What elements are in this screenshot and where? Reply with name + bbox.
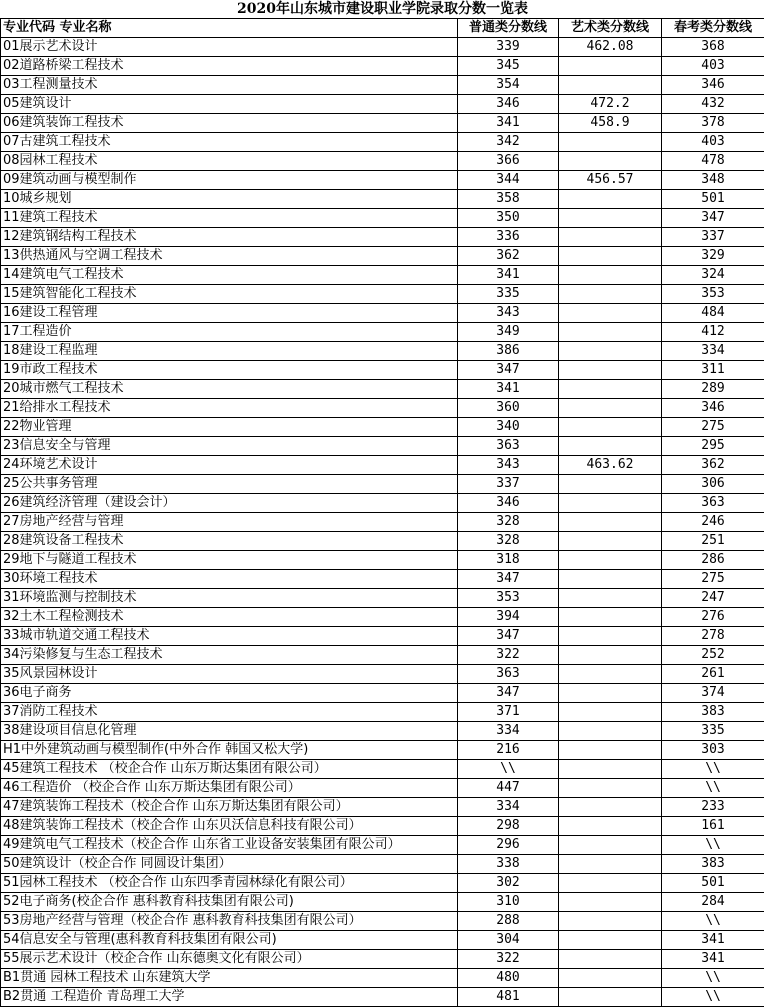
general-score-cell: 349 <box>458 323 559 342</box>
major-cell: 47建筑装饰工程技术（校企合作 山东万斯达集团有限公司） <box>1 798 458 817</box>
spring-score-cell: 348 <box>662 171 764 190</box>
art-score-cell <box>559 950 662 969</box>
general-score-cell: 335 <box>458 285 559 304</box>
art-score-cell <box>559 380 662 399</box>
table-row <box>1 304 764 323</box>
table-row <box>1 114 764 133</box>
major-cell: 28建筑设备工程技术 <box>1 532 458 551</box>
spring-score-cell: 324 <box>662 266 764 285</box>
spring-score-cell: 286 <box>662 551 764 570</box>
major-cell: 18建设工程监理 <box>1 342 458 361</box>
major-cell: 23信息安全与管理 <box>1 437 458 456</box>
spring-score-cell: 374 <box>662 684 764 703</box>
spring-score-cell: 295 <box>662 437 764 456</box>
art-score-cell <box>559 988 662 1007</box>
spring-score-cell: 347 <box>662 209 764 228</box>
spring-score-cell: 303 <box>662 741 764 760</box>
table-row <box>1 399 764 418</box>
general-score-cell: 366 <box>458 152 559 171</box>
table-row <box>1 456 764 475</box>
spring-score-cell: 378 <box>662 114 764 133</box>
major-cell: B2贯通 工程造价 青岛理工大学 <box>1 988 458 1007</box>
table-row <box>1 760 764 779</box>
major-cell: 27房地产经营与管理 <box>1 513 458 532</box>
major-cell: 35风景园林设计 <box>1 665 458 684</box>
general-score-cell: 358 <box>458 190 559 209</box>
major-cell: 01展示艺术设计 <box>1 38 458 57</box>
art-score-cell <box>559 969 662 988</box>
general-score-cell: 322 <box>458 950 559 969</box>
table-row <box>1 931 764 950</box>
art-score-cell <box>559 893 662 912</box>
spring-score-cell: 275 <box>662 570 764 589</box>
table-row <box>1 950 764 969</box>
general-score-cell: 342 <box>458 133 559 152</box>
spring-score-cell: 383 <box>662 855 764 874</box>
art-score-cell <box>559 627 662 646</box>
general-score-cell: 318 <box>458 551 559 570</box>
spring-score-cell: 501 <box>662 190 764 209</box>
spring-score-cell: 341 <box>662 931 764 950</box>
general-score-cell: 346 <box>458 95 559 114</box>
table-row <box>1 209 764 228</box>
spring-score-cell: 334 <box>662 342 764 361</box>
table-row <box>1 437 764 456</box>
spring-score-cell: 353 <box>662 285 764 304</box>
general-score-cell: 341 <box>458 114 559 133</box>
art-score-cell <box>559 133 662 152</box>
spring-score-cell: 233 <box>662 798 764 817</box>
general-score-cell: 334 <box>458 798 559 817</box>
major-cell: 38建设项目信息化管理 <box>1 722 458 741</box>
art-score-cell <box>559 912 662 931</box>
major-cell: 06建筑装饰工程技术 <box>1 114 458 133</box>
art-score-cell <box>559 437 662 456</box>
table-row <box>1 874 764 893</box>
table-row <box>1 855 764 874</box>
spring-score-cell: 246 <box>662 513 764 532</box>
art-score-cell <box>559 209 662 228</box>
spring-score-cell: 346 <box>662 399 764 418</box>
table-row <box>1 247 764 266</box>
major-cell: 46工程造价 （校企合作 山东万斯达集团有限公司） <box>1 779 458 798</box>
major-cell: 13供热通风与空调工程技术 <box>1 247 458 266</box>
table-row <box>1 494 764 513</box>
table-row <box>1 665 764 684</box>
major-cell: 16建设工程管理 <box>1 304 458 323</box>
art-score-cell <box>559 285 662 304</box>
major-cell: 20城市燃气工程技术 <box>1 380 458 399</box>
table-row <box>1 969 764 988</box>
spring-score-cell: \\ <box>662 836 764 855</box>
general-score-cell: 328 <box>458 532 559 551</box>
general-score-cell: 296 <box>458 836 559 855</box>
major-cell: 49建筑电气工程技术（校企合作 山东省工业设备安装集团有限公司） <box>1 836 458 855</box>
art-score-cell: 472.2 <box>559 95 662 114</box>
general-score-cell: 346 <box>458 494 559 513</box>
art-score-cell <box>559 608 662 627</box>
major-cell: 53房地产经营与管理（校企合作 惠科教育科技集团有限公司） <box>1 912 458 931</box>
spring-score-cell: \\ <box>662 912 764 931</box>
table-row <box>1 532 764 551</box>
general-score-cell: 347 <box>458 570 559 589</box>
major-cell: 52电子商务(校企合作 惠科教育科技集团有限公司) <box>1 893 458 912</box>
art-score-cell <box>559 532 662 551</box>
general-score-cell: 371 <box>458 703 559 722</box>
art-score-cell <box>559 57 662 76</box>
spring-score-cell: 275 <box>662 418 764 437</box>
general-score-cell: 334 <box>458 722 559 741</box>
major-cell: 34污染修复与生态工程技术 <box>1 646 458 665</box>
art-score-cell <box>559 589 662 608</box>
table-row <box>1 38 764 57</box>
general-score-cell: 343 <box>458 456 559 475</box>
spring-score-cell: 432 <box>662 95 764 114</box>
major-cell: 19市政工程技术 <box>1 361 458 380</box>
major-cell: B1贯通 园林工程技术 山东建筑大学 <box>1 969 458 988</box>
table-row <box>1 589 764 608</box>
art-score-cell <box>559 855 662 874</box>
spring-score-cell: 311 <box>662 361 764 380</box>
table-row <box>1 836 764 855</box>
art-score-cell <box>559 817 662 836</box>
art-score-cell <box>559 361 662 380</box>
table-row <box>1 285 764 304</box>
spring-score-cell: 261 <box>662 665 764 684</box>
spring-score-cell: 335 <box>662 722 764 741</box>
general-score-cell: 337 <box>458 475 559 494</box>
spring-score-cell: 362 <box>662 456 764 475</box>
spring-score-cell: \\ <box>662 988 764 1007</box>
major-cell: 10城乡规划 <box>1 190 458 209</box>
table-row <box>1 627 764 646</box>
major-cell: 36电子商务 <box>1 684 458 703</box>
general-score-cell: 336 <box>458 228 559 247</box>
major-cell: 12建筑钢结构工程技术 <box>1 228 458 247</box>
general-score-cell: 322 <box>458 646 559 665</box>
major-cell: 22物业管理 <box>1 418 458 437</box>
major-cell: 09建筑动画与模型制作 <box>1 171 458 190</box>
general-score-cell: 304 <box>458 931 559 950</box>
spring-score-cell: 247 <box>662 589 764 608</box>
table-row <box>1 608 764 627</box>
table-row <box>1 779 764 798</box>
spring-score-cell: 478 <box>662 152 764 171</box>
general-score-cell: 394 <box>458 608 559 627</box>
general-score-cell: 310 <box>458 893 559 912</box>
major-cell: 02道路桥梁工程技术 <box>1 57 458 76</box>
table-row <box>1 57 764 76</box>
general-score-cell: 347 <box>458 684 559 703</box>
general-score-cell: 353 <box>458 589 559 608</box>
table-row <box>1 152 764 171</box>
art-score-cell <box>559 874 662 893</box>
table-row <box>1 988 764 1007</box>
table-row <box>1 171 764 190</box>
spring-score-cell: 484 <box>662 304 764 323</box>
major-cell: 33城市轨道交通工程技术 <box>1 627 458 646</box>
art-score-cell <box>559 475 662 494</box>
spring-score-cell: 501 <box>662 874 764 893</box>
spring-score-cell: 383 <box>662 703 764 722</box>
major-cell: 45建筑工程技术 （校企合作 山东万斯达集团有限公司） <box>1 760 458 779</box>
art-score-cell <box>559 741 662 760</box>
spring-score-cell: 161 <box>662 817 764 836</box>
spring-score-cell: 412 <box>662 323 764 342</box>
major-cell: 37消防工程技术 <box>1 703 458 722</box>
general-score-cell: 344 <box>458 171 559 190</box>
spring-score-cell: \\ <box>662 760 764 779</box>
art-score-cell <box>559 342 662 361</box>
art-score-cell <box>559 399 662 418</box>
table-row <box>1 722 764 741</box>
table-row <box>1 475 764 494</box>
major-cell: 29地下与隧道工程技术 <box>1 551 458 570</box>
major-cell: 11建筑工程技术 <box>1 209 458 228</box>
general-score-cell: 345 <box>458 57 559 76</box>
table-row <box>1 228 764 247</box>
art-score-cell <box>559 570 662 589</box>
table-row <box>1 817 764 836</box>
art-score-cell: 456.57 <box>559 171 662 190</box>
general-score-cell: 328 <box>458 513 559 532</box>
art-score-cell <box>559 266 662 285</box>
spring-score-cell: 284 <box>662 893 764 912</box>
general-score-cell: 343 <box>458 304 559 323</box>
major-cell: 48建筑装饰工程技术（校企合作 山东贝沃信息科技有限公司） <box>1 817 458 836</box>
table-row <box>1 190 764 209</box>
art-score-cell <box>559 760 662 779</box>
spring-score-cell: 341 <box>662 950 764 969</box>
spring-score-cell: 337 <box>662 228 764 247</box>
major-cell: 26建筑经济管理（建设会计） <box>1 494 458 513</box>
spring-score-cell: \\ <box>662 779 764 798</box>
table-row <box>1 361 764 380</box>
art-score-cell <box>559 152 662 171</box>
art-score-cell: 458.9 <box>559 114 662 133</box>
spring-score-cell: 346 <box>662 76 764 95</box>
art-score-cell <box>559 418 662 437</box>
art-score-cell <box>559 798 662 817</box>
spring-score-cell: 276 <box>662 608 764 627</box>
general-score-cell: 288 <box>458 912 559 931</box>
table-row <box>1 684 764 703</box>
table-row <box>1 703 764 722</box>
art-score-cell <box>559 684 662 703</box>
table-row <box>1 513 764 532</box>
art-score-cell: 462.08 <box>559 38 662 57</box>
table-row <box>1 418 764 437</box>
major-cell: 31环境监测与控制技术 <box>1 589 458 608</box>
major-cell: 03工程测量技术 <box>1 76 458 95</box>
art-score-cell <box>559 779 662 798</box>
general-score-cell: \\ <box>458 760 559 779</box>
spring-score-cell: 403 <box>662 133 764 152</box>
major-cell: 07古建筑工程技术 <box>1 133 458 152</box>
general-score-cell: 339 <box>458 38 559 57</box>
table-row <box>1 551 764 570</box>
general-score-cell: 298 <box>458 817 559 836</box>
title-row <box>1 0 764 19</box>
spring-score-cell: 368 <box>662 38 764 57</box>
major-cell: 54信息安全与管理(惠科教育科技集团有限公司) <box>1 931 458 950</box>
general-score-cell: 362 <box>458 247 559 266</box>
major-cell: 17工程造价 <box>1 323 458 342</box>
header-row <box>1 19 764 38</box>
table-row <box>1 133 764 152</box>
art-score-cell <box>559 703 662 722</box>
major-cell: 15建筑智能化工程技术 <box>1 285 458 304</box>
spring-score-cell: 363 <box>662 494 764 513</box>
general-score-cell: 341 <box>458 266 559 285</box>
art-score-cell <box>559 722 662 741</box>
table-row <box>1 342 764 361</box>
major-cell: 30环境工程技术 <box>1 570 458 589</box>
table-row <box>1 380 764 399</box>
spring-score-cell: 289 <box>662 380 764 399</box>
art-score-cell <box>559 665 662 684</box>
spring-score-cell: 306 <box>662 475 764 494</box>
art-score-cell <box>559 228 662 247</box>
spring-score-cell: 278 <box>662 627 764 646</box>
art-score-cell <box>559 551 662 570</box>
header-major: 专业代码 专业名称 <box>1 19 458 38</box>
major-cell: 05建筑设计 <box>1 95 458 114</box>
art-score-cell <box>559 931 662 950</box>
spring-score-cell: 329 <box>662 247 764 266</box>
table-row <box>1 798 764 817</box>
table-row <box>1 323 764 342</box>
art-score-cell <box>559 190 662 209</box>
general-score-cell: 354 <box>458 76 559 95</box>
table-title: 2020年山东城市建设职业学院录取分数一览表 <box>1 0 764 19</box>
header-spring-score: 春考类分数线 <box>662 19 764 38</box>
major-cell: 50建筑设计（校企合作 同圆设计集团） <box>1 855 458 874</box>
general-score-cell: 302 <box>458 874 559 893</box>
major-cell: 25公共事务管理 <box>1 475 458 494</box>
header-art-score: 艺术类分数线 <box>559 19 662 38</box>
major-cell: 55展示艺术设计（校企合作 山东德奥文化有限公司） <box>1 950 458 969</box>
art-score-cell: 463.62 <box>559 456 662 475</box>
major-cell: 14建筑电气工程技术 <box>1 266 458 285</box>
general-score-cell: 347 <box>458 361 559 380</box>
header-general-score: 普通类分数线 <box>458 19 559 38</box>
table-row <box>1 570 764 589</box>
table-row <box>1 76 764 95</box>
art-score-cell <box>559 494 662 513</box>
general-score-cell: 338 <box>458 855 559 874</box>
general-score-cell: 341 <box>458 380 559 399</box>
general-score-cell: 447 <box>458 779 559 798</box>
major-cell: 08园林工程技术 <box>1 152 458 171</box>
general-score-cell: 480 <box>458 969 559 988</box>
major-cell: 21给排水工程技术 <box>1 399 458 418</box>
spring-score-cell: 251 <box>662 532 764 551</box>
general-score-cell: 360 <box>458 399 559 418</box>
table-row <box>1 893 764 912</box>
general-score-cell: 386 <box>458 342 559 361</box>
spring-score-cell: \\ <box>662 969 764 988</box>
spring-score-cell: 252 <box>662 646 764 665</box>
general-score-cell: 340 <box>458 418 559 437</box>
general-score-cell: 363 <box>458 437 559 456</box>
art-score-cell <box>559 646 662 665</box>
major-cell: H1中外建筑动画与模型制作(中外合作 韩国又松大学) <box>1 741 458 760</box>
art-score-cell <box>559 304 662 323</box>
art-score-cell <box>559 323 662 342</box>
art-score-cell <box>559 513 662 532</box>
art-score-cell <box>559 836 662 855</box>
table-row <box>1 741 764 760</box>
table-row <box>1 95 764 114</box>
table-row <box>1 912 764 931</box>
major-cell: 24环境艺术设计 <box>1 456 458 475</box>
art-score-cell <box>559 247 662 266</box>
general-score-cell: 350 <box>458 209 559 228</box>
general-score-cell: 481 <box>458 988 559 1007</box>
general-score-cell: 363 <box>458 665 559 684</box>
table-row <box>1 646 764 665</box>
table-row <box>1 266 764 285</box>
general-score-cell: 347 <box>458 627 559 646</box>
major-cell: 32土木工程检测技术 <box>1 608 458 627</box>
general-score-cell: 216 <box>458 741 559 760</box>
major-cell: 51园林工程技术 （校企合作 山东四季青园林绿化有限公司） <box>1 874 458 893</box>
spring-score-cell: 403 <box>662 57 764 76</box>
art-score-cell <box>559 76 662 95</box>
